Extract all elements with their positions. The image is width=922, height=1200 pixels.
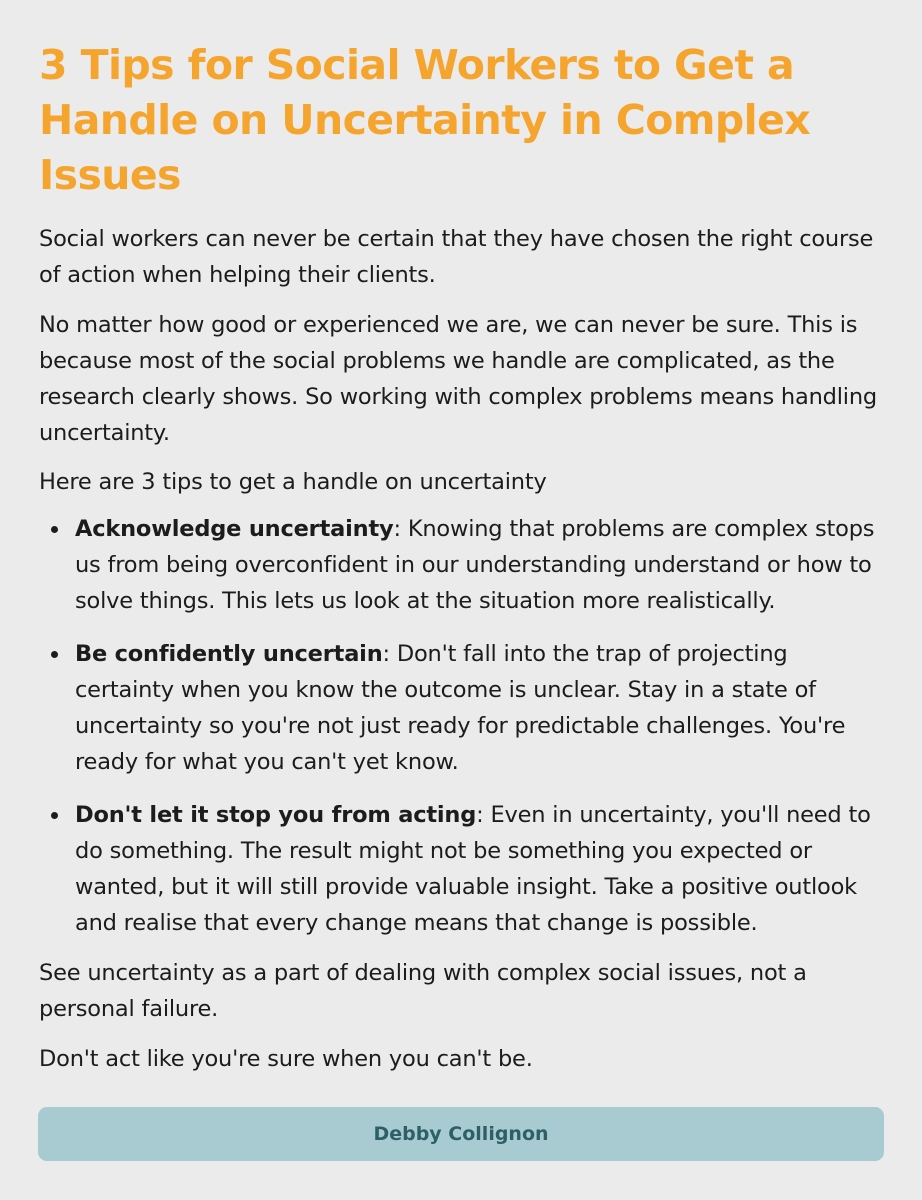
tip-title: Be confidently uncertain xyxy=(75,641,383,667)
final-paragraph: Don't act like you're sure when you can't be. xyxy=(39,1046,533,1072)
tip-text: : Knowing that problems are complex stops us from being overconfident in our understanding understand or how to solve things. This lets us look at the situation more realistically. xyxy=(75,516,875,614)
list-item xyxy=(75,797,884,941)
author-bar xyxy=(38,1107,884,1161)
tip-title: Don't let it stop you from acting xyxy=(75,802,477,828)
intro-paragraph: Social workers can never be certain that they have chosen the right course of action when helping their clients. xyxy=(39,226,874,288)
tip-title: Acknowledge uncertainty xyxy=(75,516,394,542)
bullet-icon xyxy=(51,812,58,819)
context-paragraph: No matter how good or experienced we are, we can never be sure. This is because most of the social problems we handle are complicated, as the research clearly shows. So working with complex problems means handling uncertainty. xyxy=(39,312,877,446)
list-item xyxy=(75,511,884,619)
page-title: 3 Tips for Social Workers to Get a Handle on Uncertainty in Complex Issues xyxy=(39,41,811,199)
tip-text: : Even in uncertainty, you'll need to do something. The result might not be something you expected or wanted, but it will still provide valuable insight. Take a positive outlook and realise that every change means that change is possible. xyxy=(75,802,871,936)
closing-paragraph: See uncertainty as a part of dealing with complex social issues, not a personal failure. xyxy=(39,960,807,1022)
bullet-icon xyxy=(51,526,58,533)
list-item xyxy=(75,636,884,780)
author-name: Debby Collignon xyxy=(373,1123,549,1145)
tips-list xyxy=(39,511,884,941)
lead-in-paragraph: Here are 3 tips to get a handle on uncertainty xyxy=(39,469,547,495)
tip-text: : Don't fall into the trap of projecting certainty when you know the outcome is unclear. Stay in a state of uncertainty so you're not just ready for predictable challenges. You're ready for what you can't yet know. xyxy=(75,641,846,775)
bullet-icon xyxy=(51,651,58,658)
